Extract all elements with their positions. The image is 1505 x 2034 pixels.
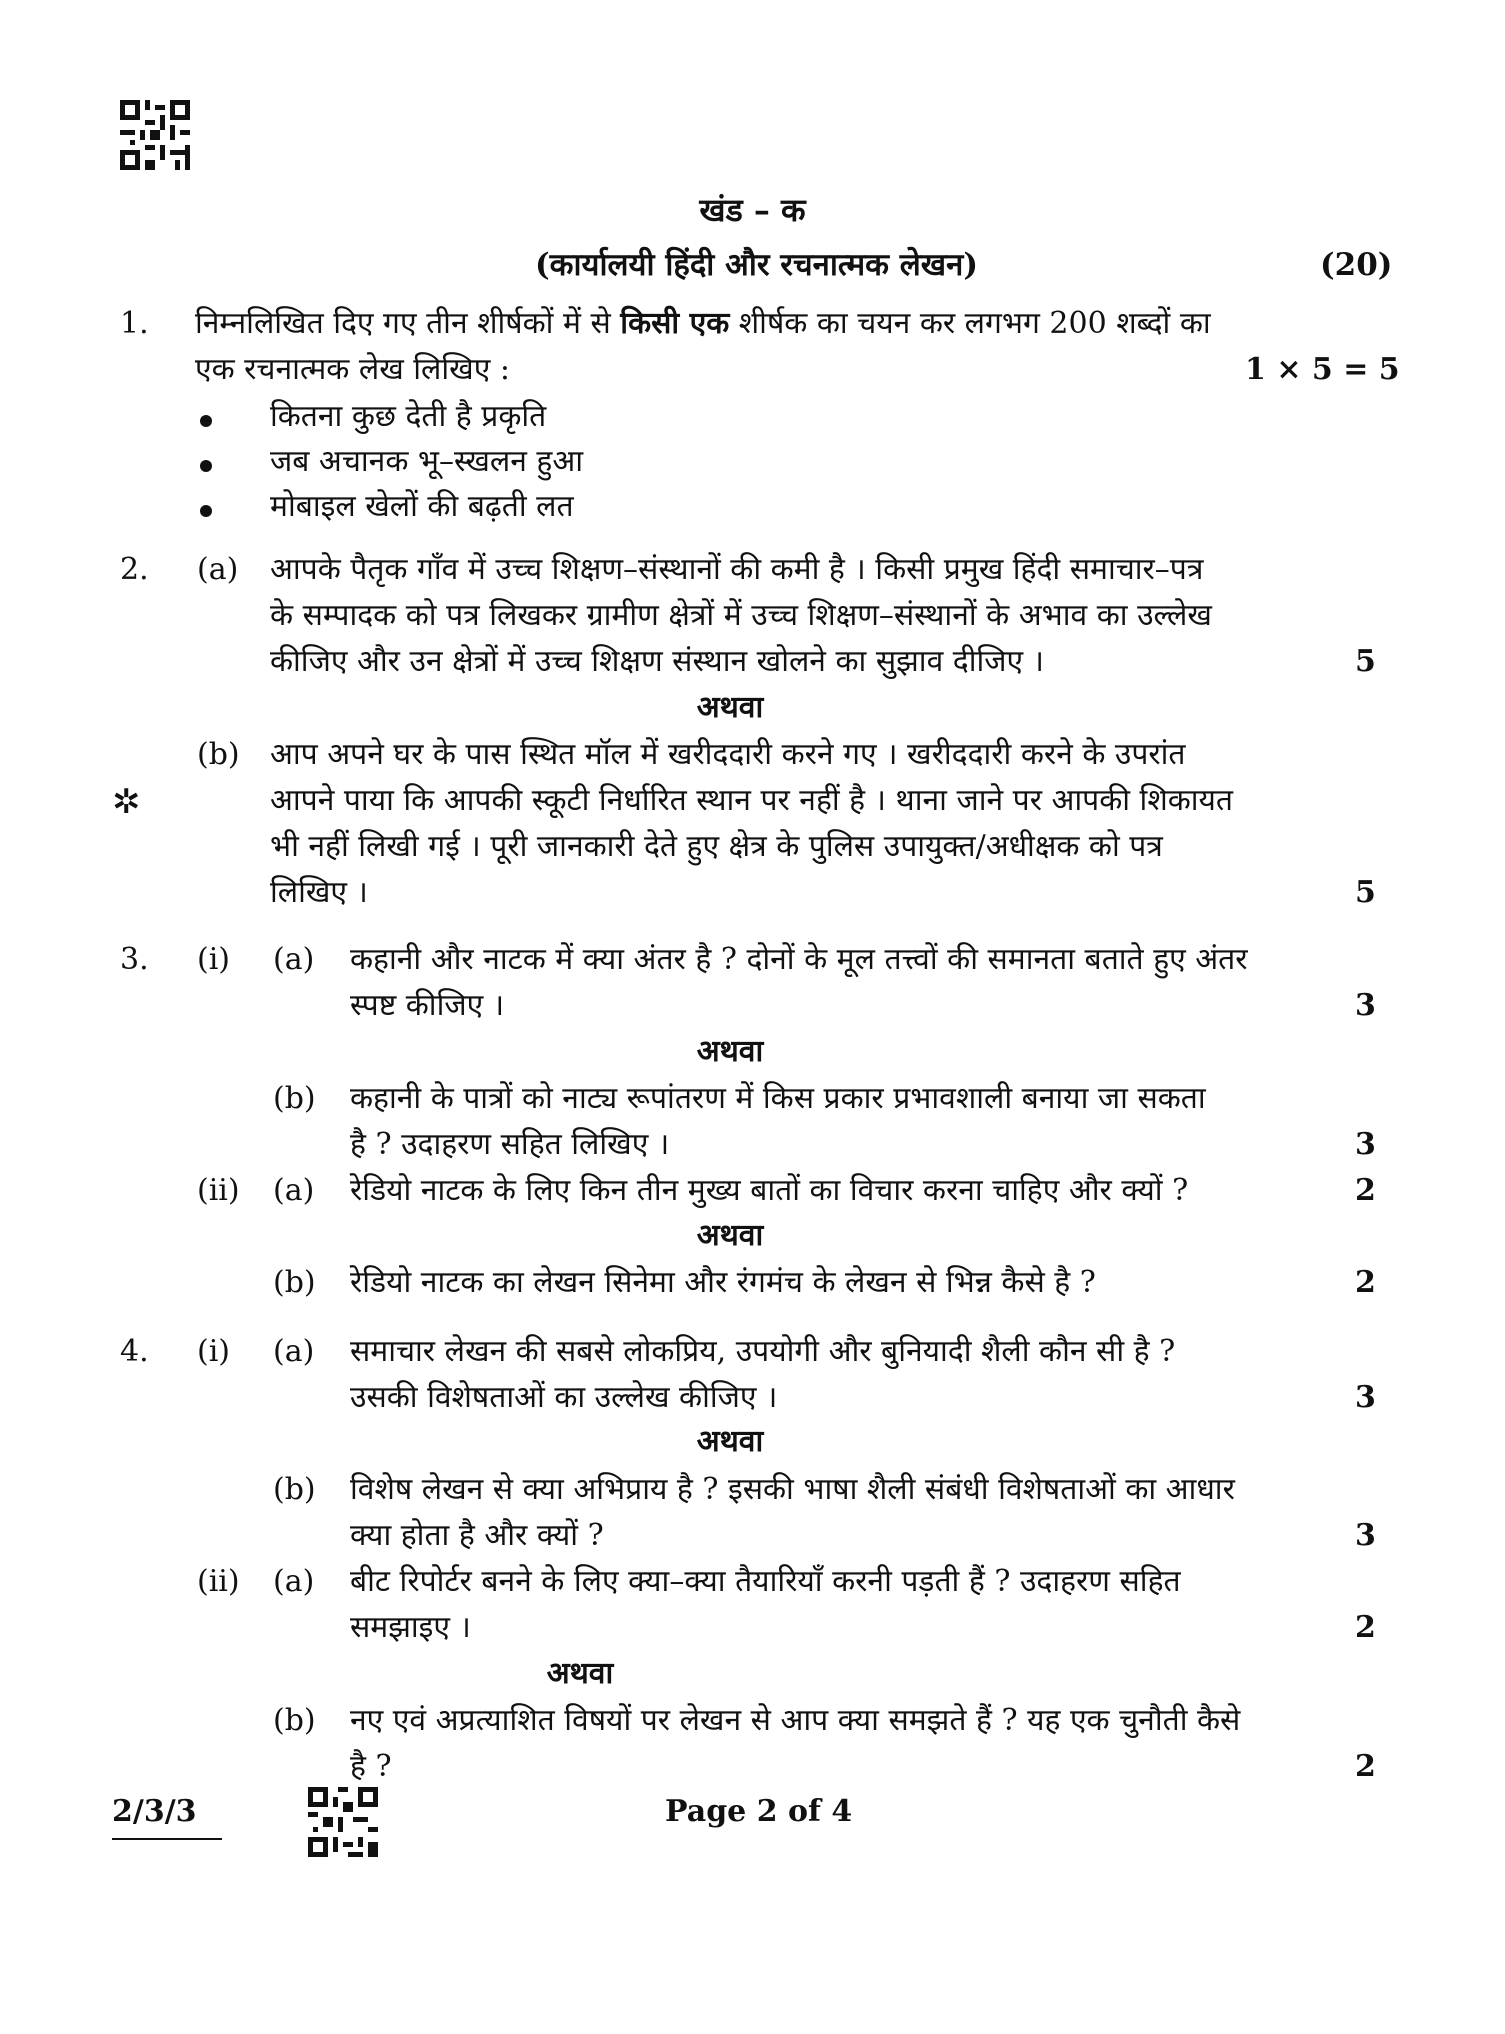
sub-label: (a) xyxy=(273,1334,315,1369)
q1-option: जब अचानक भू–स्खलन हुआ xyxy=(270,444,584,479)
q1-marks: 1 × 5 = 5 xyxy=(1245,352,1400,387)
question-number: 4. xyxy=(120,1334,149,1369)
section-title: खंड – क xyxy=(699,191,806,229)
q2a-marks: 5 xyxy=(1355,644,1376,679)
q3ia-line: कहानी और नाटक में क्या अंतर है ? दोनों के मूल तत्त्वों की समानता बताते हुए अंतर xyxy=(350,942,1248,977)
q3ia-line: स्पष्ट कीजिए । xyxy=(350,988,505,1023)
q3iib-line: रेडियो नाटक का लेखन सिनेमा और रंगमंच के लेखन से भिन्न कैसे है ? xyxy=(350,1265,1096,1300)
q4ib-line: विशेष लेखन से क्या अभिप्राय है ? इसकी भाषा शैली संबंधी विशेषताओं का आधार xyxy=(350,1472,1235,1507)
question-number: 3. xyxy=(120,942,149,977)
or-label: अथवा xyxy=(546,1656,614,1691)
divider xyxy=(112,1838,222,1840)
section-subtitle: (कार्यालयी हिंदी और रचनात्मक लेखन) xyxy=(535,247,978,283)
q1-line-2: एक रचनात्मक लेख लिखिए : xyxy=(195,352,510,387)
or-label: अथवा xyxy=(696,1034,764,1069)
sub-label: (b) xyxy=(197,737,240,772)
or-label: अथवा xyxy=(696,1218,764,1253)
q4ia-line: उसकी विशेषताओं का उल्लेख कीजिए । xyxy=(350,1380,778,1415)
sub-label: (a) xyxy=(273,942,315,977)
q4ia-marks: 3 xyxy=(1355,1380,1376,1415)
bullet-icon xyxy=(200,460,212,472)
bullet-icon xyxy=(200,415,212,427)
q2b-line: लिखिए । xyxy=(270,875,368,910)
page-number: Page 2 of 4 xyxy=(665,1794,853,1829)
q2b-line: आप अपने घर के पास स्थित मॉल में खरीददारी करने गए । खरीददारी करने के उपरांत xyxy=(270,737,1186,772)
q1-text: निम्नलिखित दिए गए तीन शीर्षकों में से xyxy=(195,306,621,341)
qr-code-icon xyxy=(308,1787,378,1857)
q3ib-marks: 3 xyxy=(1355,1127,1376,1162)
q3ia-marks: 3 xyxy=(1355,988,1376,1023)
q3ib-line: कहानी के पात्रों को नाट्य रूपांतरण में किस प्रकार प्रभावशाली बनाया जा सकता xyxy=(350,1081,1206,1116)
question-number: 2. xyxy=(120,552,149,587)
sub-label: (a) xyxy=(197,552,239,587)
sub-label: (i) xyxy=(197,942,231,977)
q3iia-marks: 2 xyxy=(1355,1173,1376,1208)
q1-emphasis: किसी एक xyxy=(620,306,730,341)
section-marks: (20) xyxy=(1320,247,1393,283)
q4ib-marks: 3 xyxy=(1355,1518,1376,1553)
q4iib-line: नए एवं अप्रत्याशित विषयों पर लेखन से आप क्या समझते हैं ? यह एक चुनौती कैसे xyxy=(350,1703,1241,1738)
star-icon: ✲ xyxy=(112,782,141,822)
sub-label: (b) xyxy=(273,1265,316,1300)
sub-label: (b) xyxy=(273,1472,316,1507)
sub-label: (b) xyxy=(273,1703,316,1738)
or-label: अथवा xyxy=(696,690,764,725)
paper-code: 2/3/3 xyxy=(112,1794,197,1829)
sub-label: (ii) xyxy=(197,1564,240,1599)
q3iia-line: रेडियो नाटक के लिए किन तीन मुख्य बातों का विचार करना चाहिए और क्यों ? xyxy=(350,1173,1189,1208)
q4iia-marks: 2 xyxy=(1355,1610,1376,1645)
q2b-marks: 5 xyxy=(1355,875,1376,910)
sub-label: (a) xyxy=(273,1173,315,1208)
q4iib-marks: 2 xyxy=(1355,1749,1376,1784)
bullet-icon xyxy=(200,505,212,517)
q4iib-line: है ? xyxy=(350,1749,392,1784)
q2a-line: के सम्पादक को पत्र लिखकर ग्रामीण क्षेत्रों में उच्च शिक्षण–संस्थानों के अभाव का उल्लेख xyxy=(270,598,1212,633)
q1-option: मोबाइल खेलों की बढ़ती लत xyxy=(270,489,574,524)
q3iib-marks: 2 xyxy=(1355,1265,1376,1300)
q4ia-line: समाचार लेखन की सबसे लोकप्रिय, उपयोगी और बुनियादी शैली कौन सी है ? xyxy=(350,1334,1176,1369)
qr-code-icon xyxy=(120,100,190,170)
q2b-line: भी नहीं लिखी गई । पूरी जानकारी देते हुए क्षेत्र के पुलिस उपायुक्त/अधीक्षक को पत्र xyxy=(270,829,1163,864)
question-number: 1. xyxy=(120,306,149,341)
q1-text-cont: शीर्षक का चयन कर लगभग 200 शब्दों का xyxy=(729,306,1211,341)
sub-label: (ii) xyxy=(197,1173,240,1208)
or-label: अथवा xyxy=(696,1424,764,1459)
sub-label: (a) xyxy=(273,1564,315,1599)
q1-option: कितना कुछ देती है प्रकृति xyxy=(270,399,547,434)
q4iia-line: बीट रिपोर्टर बनने के लिए क्या–क्या तैयारियाँ करनी पड़ती हैं ? उदाहरण सहित xyxy=(350,1564,1181,1599)
q3ib-line: है ? उदाहरण सहित लिखिए । xyxy=(350,1127,670,1162)
q4ib-line: क्या होता है और क्यों ? xyxy=(350,1518,604,1553)
q2a-line: कीजिए और उन क्षेत्रों में उच्च शिक्षण संस्थान खोलने का सुझाव दीजिए । xyxy=(270,644,1045,679)
sub-label: (b) xyxy=(273,1081,316,1116)
q4iia-line: समझाइए । xyxy=(350,1610,471,1645)
q1-line-1 xyxy=(195,302,1211,346)
q2a-line: आपके पैतृक गाँव में उच्च शिक्षण–संस्थानों की कमी है । किसी प्रमुख हिंदी समाचार–पत्र xyxy=(270,552,1204,587)
q2b-line: आपने पाया कि आपकी स्कूटी निर्धारित स्थान पर नहीं है । थाना जाने पर आपकी शिकायत xyxy=(270,783,1234,818)
sub-label: (i) xyxy=(197,1334,231,1369)
